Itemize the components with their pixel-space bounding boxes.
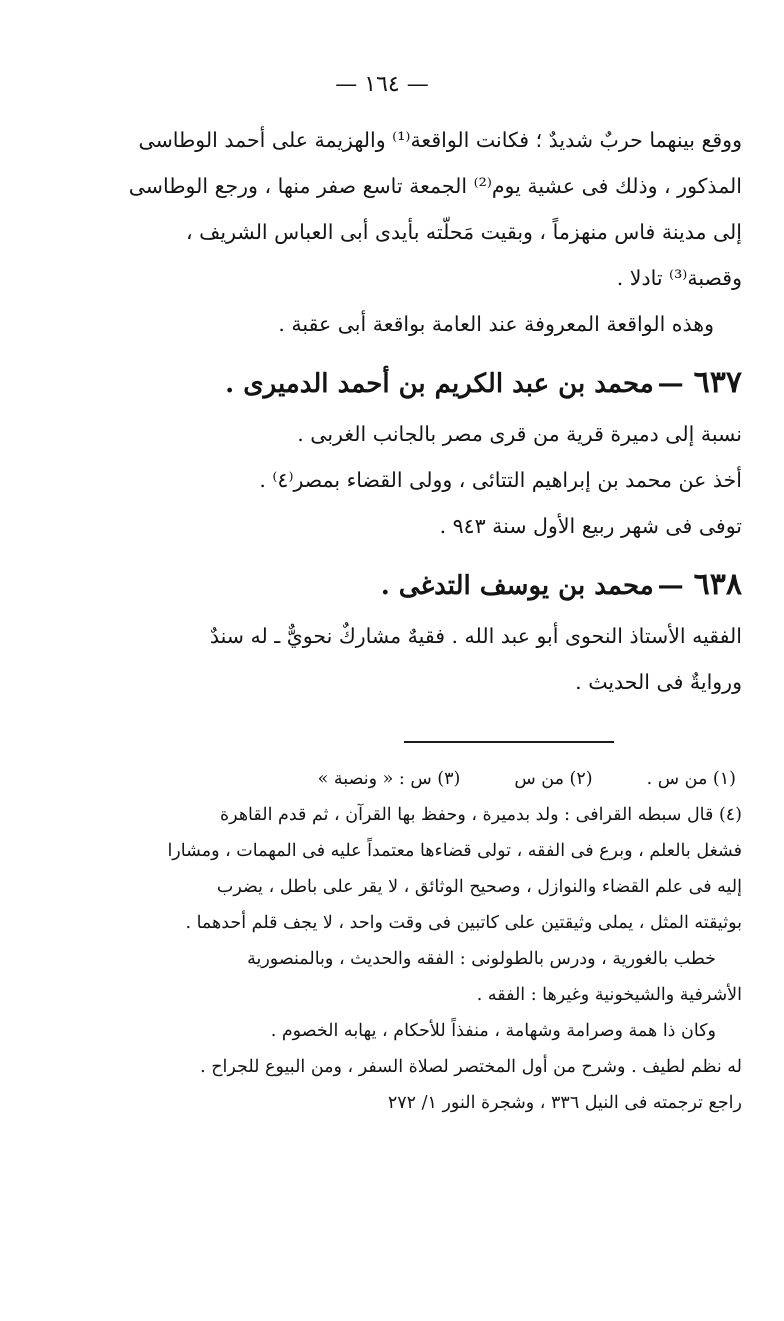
footnote-line: بوثيقته المثل ، يملى وثيقتين على كاتبين فى وقت واحد ، لا يجف قلم أحدهما . xyxy=(185,913,742,933)
entry-number: ٦٣٧ xyxy=(693,365,742,400)
entry-line: وروايةٌ فى الحديث . xyxy=(575,670,742,694)
footnote-divider xyxy=(404,741,614,743)
entry-line: توفى فى شهر ربيع الأول سنة ٩٤٣ . xyxy=(439,514,742,538)
entry-dash: — xyxy=(657,369,684,399)
closing-line: وهذه الواقعة المعروفة عند العامة بواقعة أبى عقبة . xyxy=(278,312,714,336)
footnote-1: (١) من س . xyxy=(646,769,736,789)
entry-line: أخذ عن محمد بن إبراهيم التتائى ، وولى القضاء بمصر⁽٤⁾ . xyxy=(259,468,742,492)
main-text-line: ووقع بينهما حربٌ شديدٌ ؛ فكانت الواقعة⁽¹⁾ والهزيمة على أحمد الوطاسى xyxy=(138,128,742,152)
entry-line: نسبة إلى دميرة قرية من قرى مصر بالجانب الغربى . xyxy=(297,422,742,446)
main-text-block xyxy=(22,117,742,347)
footnote-line: (٤) قال سبطه القرافى : ولد بدميرة ، وحفظ بها القرآن ، ثم قدم القاهرة xyxy=(220,805,742,825)
footnotes-block xyxy=(22,761,742,1121)
main-text-line: إلى مدينة فاس منهزماً ، وبقيت مَحلّته بأيدى أبى العباس الشريف ، xyxy=(186,220,742,244)
entry-heading xyxy=(22,355,742,411)
main-text-line: وقصبة⁽³⁾ تادلا . xyxy=(616,266,742,290)
footnote-line: خطب بالغورية ، ودرس بالطولونى : الفقه والحديث ، وبالمنصورية xyxy=(247,949,716,969)
footnote-3: (٣) س : « ونصبة » xyxy=(317,769,461,789)
page-number: — ١٦٤ — xyxy=(335,72,429,97)
main-text-line: المذكور ، وذلك فى عشية يوم⁽²⁾ الجمعة تاسع صفر منها ، ورجع الوطاسى xyxy=(128,174,742,198)
entry-name: محمد بن عبد الكريم بن أحمد الدميرى . xyxy=(225,369,654,399)
footnote-refs-line xyxy=(22,761,742,797)
entry-637 xyxy=(22,355,742,549)
footnote-line: الأشرفية والشيخونية وغيرها : الفقه . xyxy=(476,985,742,1005)
entry-number: ٦٣٨ xyxy=(693,567,742,602)
footnote-2: (٢) من س xyxy=(514,769,593,789)
footnote-line: له نظم لطيف . وشرح من أول المختصر لصلاة السفر ، ومن البيوع للجراح . xyxy=(200,1057,742,1077)
entry-name: محمد بن يوسف التدغى . xyxy=(380,571,654,601)
footnote-line: راجع ترجمته فى النيل ٣٣٦ ، وشجرة النور ١/ ٢٧٢ xyxy=(387,1093,742,1113)
entry-638 xyxy=(22,557,742,705)
entry-dash: — xyxy=(657,571,684,601)
footnote-line: فشغل بالعلم ، وبرع فى الفقه ، تولى قضاءها معتمداً عليه فى المهمات ، ومشارا xyxy=(167,841,742,861)
footnote-line: وكان ذا همة وصرامة وشهامة ، منفذاً للأحكام ، يهابه الخصوم . xyxy=(270,1021,716,1041)
entry-line: الفقيه الأستاذ النحوى أبو عبد الله . فقيهٌ مشاركٌ نحويٌّ ـ له سندٌ xyxy=(209,624,742,648)
entry-heading xyxy=(22,557,742,613)
footnote-line: إليه فى علم القضاء والنوازل ، وصحيح الوثائق ، لا يقر على باطل ، يضرب xyxy=(216,877,742,897)
